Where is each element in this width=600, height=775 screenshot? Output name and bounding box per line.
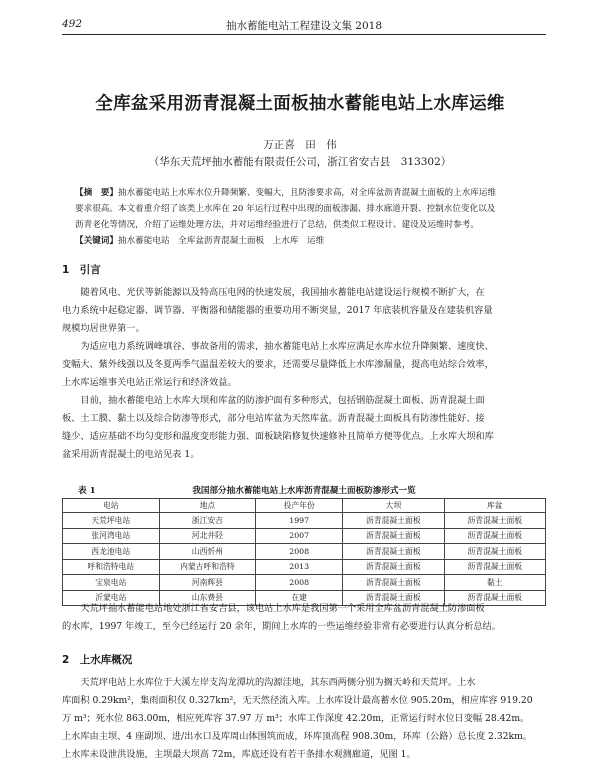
abstract-line: 抽水蓄能电站上水库水位升降频繁、变幅大，且防渗要求高，对全库盆沥青混凝土面板的上水库运维 (117, 188, 497, 198)
text-line: 万 m³；死水位 863.00m，相应死库容 37.97 万 m³；水库工作深度 42.20m，正常运行时水位日变幅 28.42m。 (62, 713, 530, 724)
affiliation: （华东天荒坪抽水蓄能有限责任公司，浙江省安吉县 313302） (148, 156, 452, 168)
table-row (63, 528, 546, 544)
table-row (63, 559, 546, 575)
abstract-line: 沥青老化等情况，介绍了运维处理方法，并对运维经验进行了总结，供类似工程设计、建设及运维时参考。 (75, 220, 479, 230)
table-row (63, 544, 546, 560)
intro-text (62, 284, 546, 464)
text-line: 随着风电、光伏等新能源以及特高压电网的快速发展，我国抽水蓄能电站建设运行规模不断扩大，在 (80, 287, 485, 298)
table-row (63, 513, 546, 529)
table-cell: 河北井陉 (159, 528, 256, 544)
table-cell: 沥青混凝土面板 (343, 590, 444, 606)
table-cell: 沥青混凝土面板 (444, 544, 545, 560)
authors: 万正喜 田 伟 (263, 139, 337, 151)
table-cell: 西龙池电站 (63, 544, 160, 560)
table-cell: 呼和浩特电站 (63, 559, 160, 575)
article-title: 全库盆采用沥青混凝土面板抽水蓄能电站上水库运维 (95, 94, 505, 114)
text-line: 库面积 0.29km²，集雨面积仅 0.327km²，无天然径流入库。上水库设计最高蓄水位 905.20m，相应库容 919.20 (62, 695, 533, 706)
text-line: 上水库由主坝、4 座副坝、进/出水口及库周山体围筑而成，环库顶高程 908.30m，环库（公路）总长度 2.32km。 (62, 731, 532, 742)
table-cell: 沥青混凝土面板 (343, 513, 444, 529)
abstract (76, 185, 538, 249)
table-header-row (63, 499, 546, 513)
table-cell: 在建 (256, 590, 343, 606)
table-cell: 2013 (256, 559, 343, 575)
table-cell: 2007 (256, 528, 343, 544)
post-table-text (62, 600, 546, 636)
text-line: 上水库运维事关电站正常运行和经济效益。 (62, 377, 237, 388)
column-header: 地点 (159, 499, 256, 513)
table-cell: 沥青混凝土面板 (343, 544, 444, 560)
table-cell: 内蒙古呼和浩特 (159, 559, 256, 575)
table-cell: 山东费县 (159, 590, 256, 606)
running-header (62, 16, 546, 35)
abstract-line: 要求很高。本文着重介绍了该类上水库在 20 年运行过程中出现的面板渗漏、排水廊道开裂、控制水位变化以及 (75, 204, 496, 214)
journal-title: 抽水蓄能电站工程建设文集 2018 (225, 20, 383, 32)
column-header: 大坝 (343, 499, 444, 513)
text-line: 的水库，1997 年竣工，至今已经运行 20 余年，期间上水库的一些运维经验非常有必要进行认真分析总结。 (62, 621, 501, 632)
text-line: 变幅大、紫外线强以及冬夏两季气温温差较大的要求，还需要尽量降低上水库渗漏量，提高电站综合效率， (62, 359, 494, 370)
table-row (63, 575, 546, 591)
text-line: 目前，抽水蓄能电站上水库大坝和库盆的防渗护面有多种形式，包括钢筋混凝土面板、沥青混凝土面 (80, 395, 485, 406)
text-line: 规模均居世界第一。 (62, 323, 145, 334)
abstract-label: 【摘 要】 (75, 188, 118, 198)
overview-text (62, 674, 546, 764)
table-cell: 2008 (256, 544, 343, 560)
text-line: 缝少、适应基础不均匀变形和温度变形能力强、面板缺陷修复快速修补且简单方便等优点。上水库大坝和库 (62, 431, 494, 442)
table-cell: 张河湾电站 (63, 528, 160, 544)
table-cell: 沥青混凝土面板 (343, 559, 444, 575)
section-heading: 1 引言 (62, 264, 101, 276)
section-heading: 2 上水库概况 (62, 654, 133, 666)
table-label: 表 1 (78, 486, 96, 496)
text-line: 盆采用沥青混凝土的电站见表 1。 (62, 449, 200, 460)
text-line: 电力系统中起稳定器、调节器、平衡器和储能器的重要功用不断突显，2017 年底装机容量及在建装机容量 (62, 305, 493, 316)
table-cell: 沥青混凝土面板 (444, 559, 545, 575)
table-cell: 浙江安吉 (159, 513, 256, 529)
table-cell: 沥青混凝土面板 (343, 528, 444, 544)
text-line: 为适应电力系统调峰填谷、事故备用的需求，抽水蓄能电站上水库应满足水库水位升降频繁、速度快、 (80, 341, 494, 352)
text-line: 板、土工膜、黏土以及综合防渗等形式，部分电站库盆为天然库盆。沥青混凝土面板具有防渗性能好、接 (62, 413, 485, 424)
text-line: 天荒坪抽水蓄能电站地处浙江省安吉县，该电站上水库是我国第一个采用全库盆沥青混凝土防渗面板 (80, 603, 485, 614)
text-line: 上水库未设泄洪设施，主坝最大坝高 72m，库底还设有若干条排水观测廊道，见图 1。 (62, 749, 416, 760)
table-cell: 沥青混凝土面板 (444, 513, 545, 529)
table-cell: 1997 (256, 513, 343, 529)
keywords-label: 【关键词】 (75, 236, 118, 246)
table-cell: 山西忻州 (159, 544, 256, 560)
table-cell: 黏土 (444, 575, 545, 591)
table-title: 我国部分抽水蓄能电站上水库沥青混凝土面板防渗形式一览 (192, 486, 416, 496)
table-cell: 河南辉县 (159, 575, 256, 591)
text-line: 天荒坪电站上水库位于大溪左岸支沟龙潭坑的沟源洼地，其东西两侧分别为搁天岭和天荒坪。上水 (80, 677, 476, 688)
table-cell: 2008 (256, 575, 343, 591)
page-number: 492 (62, 18, 83, 30)
table-cell: 沂蒙电站 (63, 590, 160, 606)
table-cell: 沥青混凝土面板 (444, 590, 545, 606)
table-cell: 宝泉电站 (63, 575, 160, 591)
column-header: 库盆 (444, 499, 545, 513)
table-cell: 沥青混凝土面板 (444, 528, 545, 544)
table-cell: 天荒坪电站 (63, 513, 160, 529)
keywords: 抽水蓄能电站 全库盆沥青混凝土面板 上水库 运维 (117, 236, 325, 246)
column-header: 投产年份 (256, 499, 343, 513)
column-header: 电站 (63, 499, 160, 513)
table-cell: 沥青混凝土面板 (343, 575, 444, 591)
stations-table (62, 498, 546, 606)
